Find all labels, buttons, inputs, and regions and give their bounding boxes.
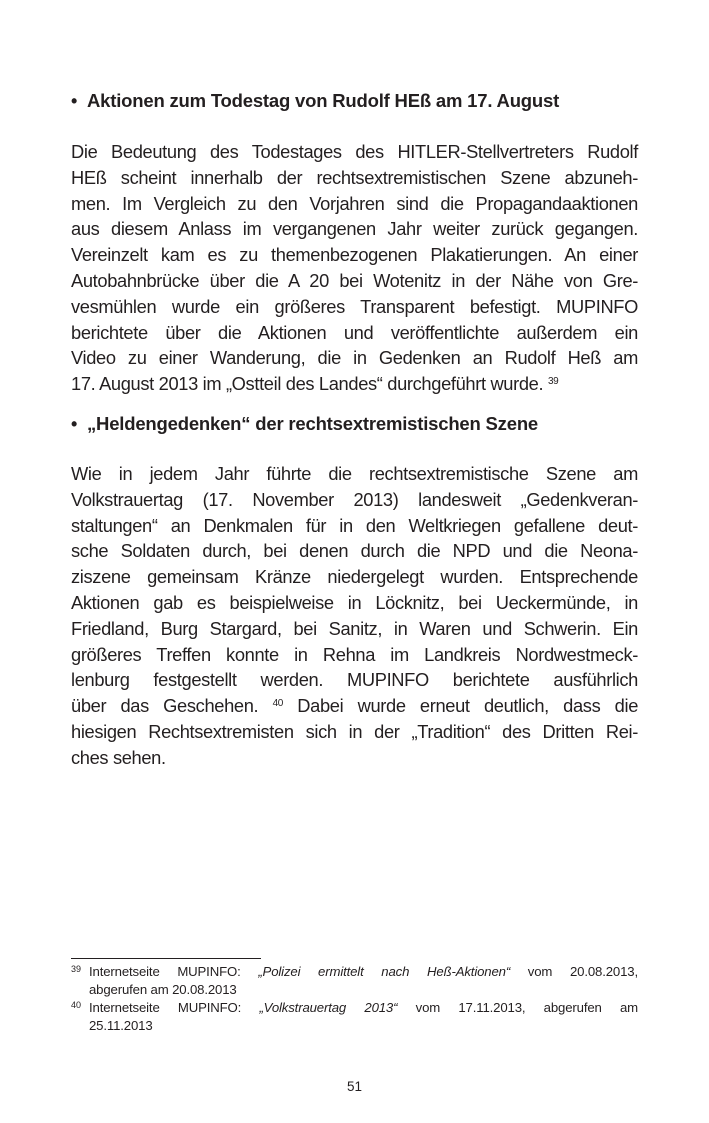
bullet-icon: • bbox=[71, 91, 78, 111]
text-line: Wie in jedem Jahr führte die rechtsextremistische Szene am bbox=[71, 463, 638, 484]
text-line: vesmühlen wurde ein größeres Transparent befestigt. MUPINFO bbox=[71, 295, 638, 317]
heading-text: „Heldengedenken“ der rechtsextremistischen Szene bbox=[87, 413, 539, 434]
text-segment: über das Geschehen. bbox=[71, 695, 259, 717]
text-line: ziszene gemeinsam Kränze niedergelegt wurden. Entsprechende bbox=[71, 566, 638, 588]
text-line: Video zu einer Wanderung, die in Gedenken an Rudolf Heß am bbox=[71, 347, 638, 369]
text-line: Vereinzelt kam es zu themenbezogenen Plakatierungen. An einer bbox=[71, 244, 638, 266]
text-line: Aktionen gab es beispielweise in Löcknitz, bei Ueckermünde, in bbox=[71, 591, 638, 613]
text-line: größeres Treffen konnte in Rehna im Landkreis Nordwestmeck- bbox=[71, 643, 638, 665]
text-segment: Dabei wurde erneut deutlich, dass die bbox=[297, 695, 639, 717]
text-line: Die Bedeutung des Todestages des HITLER-Stellvertreters Rudolf bbox=[71, 141, 638, 162]
heading-text: Aktionen zum Todestag von Rudolf HEß am 17. August bbox=[87, 90, 560, 111]
text-line: aus diesem Anlass im vergangenen Jahr weiter zurück gegangen. bbox=[71, 218, 638, 240]
footnote-reference[interactable]: 39 bbox=[547, 376, 559, 388]
footnote-line bbox=[89, 963, 638, 981]
footnote-prefix: Internetseite MUPINFO: bbox=[89, 964, 259, 979]
text-line: Volkstrauertag (17. November 2013) landesweit „Gedenkveran- bbox=[71, 488, 638, 510]
footnote-title: „Polizei ermittelt nach Heß-Aktionen“ bbox=[258, 964, 511, 979]
footnote-prefix: Internetseite MUPINFO: bbox=[89, 1000, 260, 1015]
text-line: 17. August 2013 im „Ostteil des Landes“ durchgeführt wurde. bbox=[71, 373, 544, 395]
text-line: ches sehen. bbox=[71, 746, 166, 768]
footnote-title: „Volkstrauertag 2013“ bbox=[259, 1000, 398, 1015]
text-line-with-footnote bbox=[71, 693, 638, 719]
footnote-number: 40 bbox=[71, 1000, 82, 1010]
page-number: 51 bbox=[346, 1079, 363, 1094]
text-line: Friedland, Burg Stargard, bei Sanitz, in Waren und Schwerin. Ein bbox=[71, 617, 638, 639]
footnote-40 bbox=[71, 999, 638, 1035]
footnote-line: 25.11.2013 bbox=[89, 1018, 153, 1033]
section-heading-heldengedenken bbox=[71, 411, 638, 437]
paragraph-hess bbox=[71, 139, 638, 397]
text-line: lenburg festgestellt werden. MUPINFO berichtete ausführlich bbox=[71, 669, 638, 691]
text-line: staltungen“ an Denkmalen für in den Weltkriegen gefallene deut- bbox=[71, 514, 638, 536]
paragraph-heldengedenken bbox=[71, 461, 638, 771]
section-heading-hess bbox=[71, 88, 638, 114]
text-line: sche Soldaten durch, bei denen durch die NPD und die Neona- bbox=[71, 540, 638, 562]
footnote-number: 39 bbox=[71, 964, 82, 974]
text-line: HEß scheint innerhalb der rechtsextremistischen Szene abzuneh- bbox=[71, 166, 638, 188]
footnotes bbox=[71, 963, 638, 1035]
text-line-with-footnote bbox=[71, 371, 638, 397]
footnote-reference[interactable]: 40 bbox=[272, 698, 283, 710]
text-line: berichtete über die Aktionen und veröffentlichte außerdem ein bbox=[71, 321, 638, 343]
footnote-line bbox=[89, 999, 638, 1017]
footnote-divider bbox=[71, 958, 261, 959]
document-page bbox=[71, 0, 638, 1123]
footnote-line: abgerufen am 20.08.2013 bbox=[89, 982, 237, 997]
text-line: men. Im Vergleich zu den Vorjahren sind die Propagandaaktionen bbox=[71, 192, 638, 214]
bullet-icon: • bbox=[71, 414, 78, 434]
footnote-suffix: vom 17.11.2013, abgerufen am bbox=[397, 1000, 638, 1015]
text-line: hiesigen Rechtsextremisten sich in der „Tradition“ des Dritten Rei- bbox=[71, 720, 638, 742]
footnote-suffix: vom 20.08.2013, bbox=[510, 964, 638, 979]
text-line: Autobahnbrücke über die A 20 bei Wotenitz in der Nähe von Gre- bbox=[71, 269, 638, 291]
footnote-39 bbox=[71, 963, 638, 999]
